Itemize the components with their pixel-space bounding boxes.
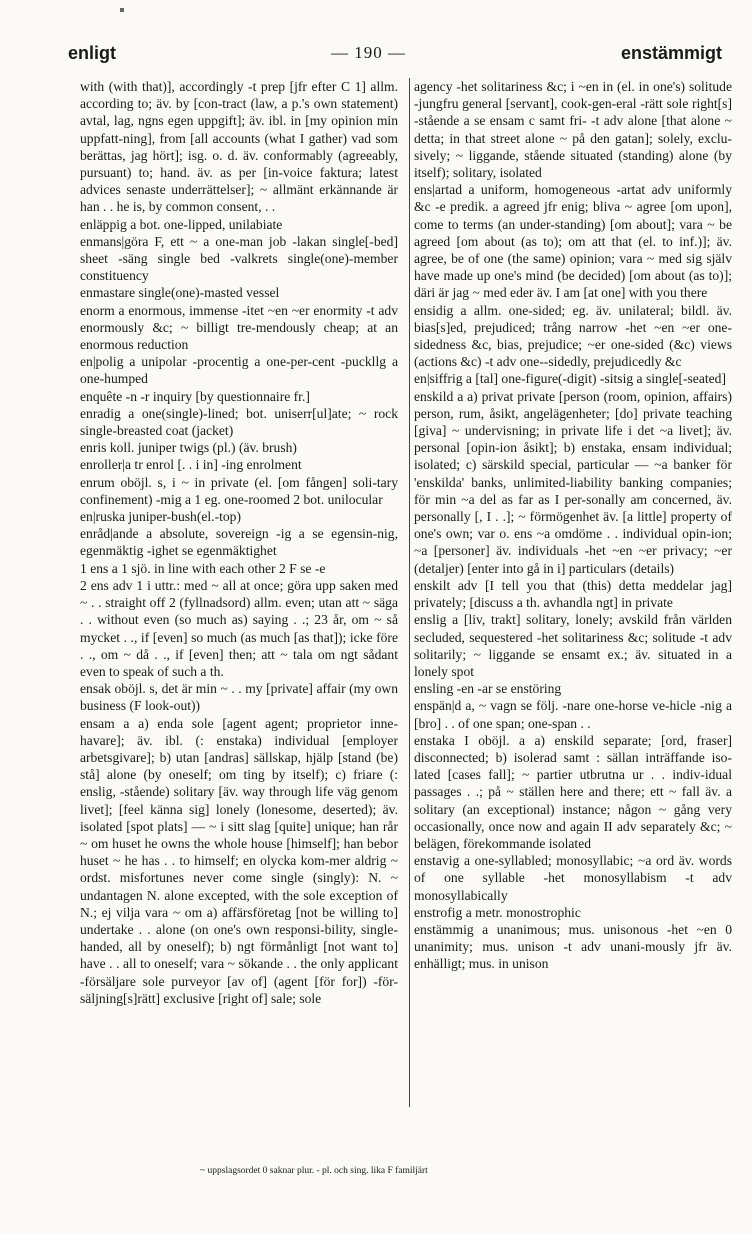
dictionary-entry: 2 ens adv 1 i uttr.: med ~ all at once; göra upp saken med ~ . . straight off 2 (fyllnadsord) allm. even; utan att ~ säga . . without even (so much as) saying . .; 23 år, om ~ så mycket . ., if [even] so much (as much [as that]); icke före . ., om ~ då . ., if [even] then; att ~ tala om ngt sådant even to speak of such a th. [80,577,398,679]
page-mark [120,8,124,12]
dictionary-entry: enrum oböjl. s, i ~ in private (el. [om fången] soli-tary confinement) -mig a 1 eg. one-roomed 2 bot. unilocular [80,474,398,507]
dictionary-entry: enradig a one(single)-lined; bot. uniserr[ul]ate; ~ rock single-breasted coat (jacket) [80,405,398,439]
dictionary-entry: en|siffrig a [tal] one-figure(-digit) -sitsig a single[-seated] [414,371,726,387]
dictionary-entry: enmans|göra F, ett ~ a one-man job -lakan single[-bed] sheet -säng single bed -valkrets single(one)-member constituency [80,233,398,284]
dictionary-entry: enmastare single(one)-masted vessel [80,285,280,301]
dictionary-entry: agency -het solitariness &c; i ~en in (el. in one's) solitude -jungfru general [servant], cook-gen-eral -rätt sole right[s] -stående a se ensam c samt fri- -t adv alone [that alone ~ detta; in that street alone ~ på den gatan]; solely, exclu-sively; ~ liggande, stående situated (standing) alone (by itself); solitary, isolated [414,79,732,181]
dictionary-entry: enspän|d a, ~ vagn se följ. -nare one-horse ve-hicle -nig a [bro] . . of one span; one-span . . [414,698,732,731]
dictionary-entry: enorm a enormous, immense -itet ~en ~er enormity -t adv enormously &c; ~ billigt tre-mendously cheap; at an enormous reduction [80,302,398,353]
left-column [80,78,398,1007]
dictionary-entry: enstämmig a unanimous; mus. unisonous -het ~en 0 unanimity; mus. unison -t adv unani-mously jfr äv. enhälligt; mus. in unison [414,921,732,972]
dictionary-entry: enris koll. juniper twigs (pl.) (äv. brush) [80,440,297,456]
dictionary-entry: enstaka I oböjl. a a) enskild separate; [ord, fraser] disconnected; b) isolerad samt : sällan inträffande iso-lated [cases fall]; ~ partier utbrutna ur . . indiv-idual passages . .; på ~ ställen here and there; ett ~ fall äv. a solitary (an exceptional) instance; någon ~ gång very occasionally, once now and again II adv separately &c; ~ belägen, förekommande isolated [414,732,732,851]
dictionary-entry: ensidig a allm. one-sided; eg. äv. unilateral; bildl. äv. bias[s]ed, prejudiced; trång narrow -het ~en ~er one-sidedness &c, bias, prejudice; ~er one-sided (&c) views (actions &c) -t adv one--sidedly, prejudicedly &c [414,302,732,370]
page-header [68,40,722,66]
dictionary-entry: enskilt adv [I tell you that (this) detta meddelar jag] privately; [discuss a th. avhandla ngt] in private [414,577,732,611]
dictionary-entry: enquête -n -r inquiry [by questionnaire fr.] [80,388,310,404]
dictionary-entry: enråd|ande a absolute, sovereign -ig a se egensin-nig, egenmäktig -ighet se egenmäktighet [80,526,398,559]
dictionary-entry: enslig a [liv, trakt] solitary, lonely; avskild från världen secluded, sequestered -het solitariness &c; solitude -t adv solitarily; ~ liggande se ensamt ex.; äv. situated in a lonely spot [414,612,732,679]
dictionary-entry: ensling -en -ar se enstöring [414,681,562,697]
dictionary-entry: enskild a a) privat private [person (room, opinion, affairs) person, rum, åsikt, angelägenheter; [do] private teaching [giva] ~ undervisning; in private life i det ~a livet]; äv. personal [opin-ion åsikt]; b) enstaka, ensam individual; isolated; c) särskild special, particular — ~a banker för 'enskilda' banks, unlimited-liability banking companies; för min ~a del as far as I per-sonally am concerned, äv. personally [, I . .]; ~ förmögenhet äv. [a little] property of one's own; var o. ens ~a omdöme . . individual opin-ion; ~a [personer] äv. individuals -het ~en ~er privacy; ~er (detaljer) [enter into gå in i] particulars (details) [414,388,732,576]
dictionary-entry: ensam a a) enda sole [agent agent; proprietor inne-havare]; äv. ibl. (: enstaka) individual [employer arbetsgivare]; b) utan [andras] sällskap, hjälp [stand (be) stå] alone (by oneself; om ting by itself); c) friare (: enslig, -stående) solitary [äv. way through life väg genom livet]; [feel känna sig] lonely (lonesome, deserted); äv. isolated [spot plats] — ~ i sitt slag [quite] unique; han rår ~ om huset he owns the whole house [himself]; han bebor huset ~ he has . . to himself; en olycka kom-mer aldrig ~ ordst. misfortunes never come single (singly): N. ~ undantagen N. alone excepted, with the sole exception of N.; ej vilja vara ~ om a) affärsföretag [not be willing to] undertake . . alone (on one's own responsi-bility, single-handed, all by oneself); b) ngt förmånligt [not want to] have . . all to oneself; vara ~ sökande . . the only applicant -försäljare sole purveyor [av of] (agent [för for]) -för-säljning[s]rätt] exclusive [right of] sale; sole [80,715,398,1006]
dictionary-entry: enstrofig a metr. monostrophic [414,904,581,920]
dictionary-entry: en|ruska juniper-bush(el.-top) [80,509,241,525]
right-guide-word: enstämmigt [620,42,722,63]
dictionary-entry: 1 ens a 1 sjö. in line with each other 2 F se -e [80,560,326,576]
dictionary-entry: with (with that)], accordingly -t prep [jfr efter C 1] allm. according to; äv. by [con-tract (law, a p.'s own statement) avtal, lag, ngns egen uppgift]; äv. ibl. in [my opinion min uppfatt-ning], from [all accounts (what I gather) vad som berättas, jag hört]; isg. o. d. äv. conformably (agreeably, pursuant) to; hand. äv. as per [in-voice faktura; latest advices senaste underrättelser]; ~ allmänt erkännande är han . . he is, by common consent, . . [80,79,398,215]
column-divider [409,78,410,1107]
page-number: — 190 — [330,43,406,62]
dictionary-entry: enläppig a bot. one-lipped, unilabiate [80,216,283,232]
dictionary-entry: ensak oböjl. s, det är min ~ . . my [private] affair (my own business (F look-out)) [80,681,398,714]
abbreviation-legend: ~ uppslagsordet 0 saknar plur. - pl. och sing. lika F familjärt [200,1166,428,1176]
right-column [414,78,732,973]
dictionary-entry: enstavig a one-syllabled; monosyllabic; ~a ord äv. words of one syllable -het monosyllabism -t adv monosyllabically [414,853,732,903]
dictionary-entry: enroller|a tr enrol [. . i in] -ing enrolment [80,457,302,473]
dictionary-entry: en|polig a unipolar -procentig a one-per-cent -puckllg a one-humped [80,354,398,387]
left-guide-word: enligt [68,42,116,63]
dictionary-entry: ens|artad a uniform, homogeneous -artat adv uniformly &c -e predik. a agreed jfr enig; bliva ~ agree [om upon], come to terms (an under-standing) [om about]; vara ~ be agreed [om about (as to); om att that (el. to inf.)]; äv. agree, be of one (the same) opinion; vara ~ med sig själv have made up one's mind (be decided) [om about (as to)]; däri är jag ~ med eder äv. I am [at one] with you there [414,182,732,301]
